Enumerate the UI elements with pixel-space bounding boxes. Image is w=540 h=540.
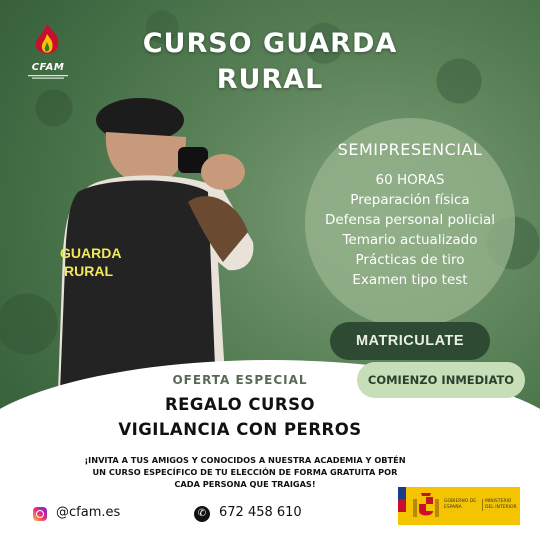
vest-label-line-2: RURAL [64, 263, 113, 279]
ministry-logo [398, 487, 520, 525]
info-item: Temario actualizado [342, 232, 478, 248]
logo-subtitle-graphic [24, 74, 72, 80]
info-item: Examen tipo test [352, 272, 468, 288]
vest-label-line-1: GUARDA [60, 245, 122, 261]
instagram-icon[interactable] [33, 507, 47, 521]
enroll-button[interactable]: MATRICULATE [330, 322, 490, 360]
phone-icon[interactable]: ✆ [194, 506, 210, 522]
phone-number[interactable]: 672 458 610 [219, 505, 302, 520]
ministry-text-interior: MINISTERIO DEL INTERIOR [482, 499, 521, 511]
info-item: Preparación física [350, 192, 470, 208]
ministry-text-government: GOBIERNO DE ESPAÑA [444, 499, 477, 510]
flame-logo-icon [30, 22, 64, 60]
gift-line-1: REGALO CURSO [164, 395, 316, 414]
spain-flag-stripe [398, 487, 406, 525]
offer-label: OFERTA ESPECIAL [172, 373, 308, 387]
page-title [120, 26, 420, 98]
coat-of-arms-icon [411, 491, 441, 521]
info-circle [305, 118, 515, 328]
cfam-logo [24, 22, 72, 82]
gift-line-2: VIGILANCIA CON PERROS [118, 420, 362, 439]
invite-text-line: UN CURSO ESPECÍFICO DE TU ELECCIÓN DE FORMA GRATUITA POR [92, 467, 398, 477]
logo-text: CFAM [31, 62, 65, 73]
info-item: 60 HORAS [375, 172, 445, 188]
invite-text-line: ¡INVITA A TUS AMIGOS Y CONOCIDOS A NUESTRA ACADEMIA Y OBTÉN [84, 455, 406, 465]
title-line-2: RURAL [216, 64, 324, 95]
instagram-handle[interactable]: @cfam.es [56, 505, 121, 520]
guard-illustration [48, 92, 268, 402]
invite-text-line: CADA PERSONA QUE TRAIGAS! [174, 479, 316, 489]
title-line-1: CURSO GUARDA [142, 28, 398, 59]
info-item: Prácticas de tiro [355, 252, 465, 268]
start-badge: COMIENZO INMEDIATO [357, 362, 525, 398]
modality-label: SEMIPRESENCIAL [337, 140, 483, 159]
info-item: Defensa personal policial [324, 212, 496, 228]
